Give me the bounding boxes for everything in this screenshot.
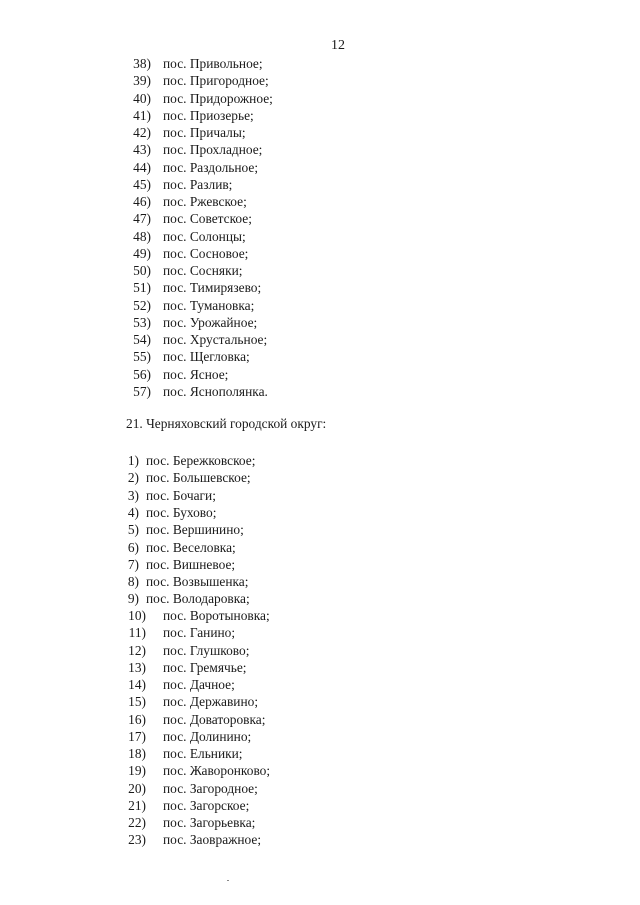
list-item	[0, 693, 640, 710]
list-item-text: пос. Жаворонково;	[163, 763, 271, 779]
list-item-number: 47)	[133, 211, 151, 227]
list-item-text: пос. Урожайное;	[163, 314, 258, 330]
list-item-text: пос. Ясное;	[163, 366, 229, 382]
list-item-text: пос. Тумановка;	[163, 297, 255, 313]
list-item	[0, 504, 640, 521]
list-item-text: пос. Щегловка;	[163, 349, 250, 365]
list-item-text: пос. Доваторовка;	[163, 711, 266, 727]
list-item-text: пос. Привольное;	[163, 56, 263, 71]
list-item-text: пос. Разлив;	[163, 176, 233, 192]
list-item-text: пос. Прохладное;	[163, 142, 263, 158]
list-item-number: 46)	[133, 194, 151, 209]
list-item-text: пос. Ганино;	[163, 625, 236, 641]
list-item-text: пос. Заовражное;	[163, 832, 262, 848]
list-item-text: пос. Солонцы;	[163, 228, 246, 244]
list-item	[0, 141, 640, 158]
list-item	[0, 159, 640, 176]
list-item	[0, 573, 640, 590]
list-item-number: 53)	[133, 314, 151, 330]
list-item-number: 21)	[128, 797, 146, 813]
list-item	[0, 348, 640, 365]
list-item-number: 50)	[133, 263, 151, 278]
list-item	[0, 659, 640, 676]
list-item-number: 44)	[133, 159, 151, 175]
list-item-text: пос. Веселовка;	[146, 539, 236, 555]
list-item-text: пос. Бочаги;	[146, 487, 216, 503]
list-item	[0, 556, 640, 573]
list-item-text: пос. Вершинино;	[146, 522, 244, 538]
list-item	[0, 176, 640, 193]
list-item-text: пос. Причалы;	[163, 125, 246, 140]
list-item-number: 11)	[128, 625, 146, 641]
list-item-number: 2)	[127, 470, 139, 486]
list-item	[0, 262, 640, 279]
list-item	[0, 762, 640, 779]
list-item	[0, 780, 640, 797]
list-item-text: пос. Пригородное;	[163, 73, 269, 89]
list-item-number: 49)	[133, 245, 151, 261]
list-item-text: пос. Ельники;	[163, 746, 243, 761]
list-item-text: пос. Сосновое;	[163, 245, 249, 261]
list-item	[0, 124, 640, 141]
list-item-number: 51)	[133, 280, 151, 296]
list-item	[0, 331, 640, 348]
list-item	[0, 107, 640, 124]
scan-speck	[227, 880, 229, 881]
list-item-number: 48)	[133, 228, 151, 244]
list-item-text: пос. Придорожное;	[163, 90, 273, 106]
list-item-text: пос. Сосняки;	[163, 263, 243, 278]
list-item-number: 23)	[128, 832, 146, 848]
list-item	[0, 469, 640, 486]
list-item-number: 15)	[128, 694, 146, 710]
list-item	[0, 539, 640, 556]
list-item	[0, 314, 640, 331]
list-item-text: пос. Большевское;	[146, 470, 251, 486]
list-item-text: пос. Яснополянка.	[163, 383, 268, 399]
list-item-number: 9)	[127, 591, 139, 607]
list-item-text: пос. Дачное;	[163, 677, 235, 692]
list-item-number: 22)	[128, 815, 146, 830]
list-item-text: пос. Глушково;	[163, 642, 250, 658]
list-item	[0, 676, 640, 693]
list-item-text: пос. Бережковское;	[146, 453, 256, 468]
list-item	[0, 521, 640, 538]
list-item-number: 57)	[133, 383, 151, 399]
list-item-number: 55)	[133, 349, 151, 365]
list-item	[0, 279, 640, 296]
list-item-number: 10)	[128, 608, 146, 623]
list-item	[0, 831, 640, 848]
list-item	[0, 711, 640, 728]
list-item	[0, 590, 640, 607]
list-item-number: 13)	[128, 659, 146, 675]
list-item-number: 43)	[133, 142, 151, 158]
list-item	[0, 245, 640, 262]
list-item-text: пос. Загорьевка;	[163, 815, 256, 830]
list-item	[0, 383, 640, 400]
list-item-number: 6)	[127, 539, 139, 555]
list-item-number: 8)	[127, 574, 139, 590]
list-item	[0, 228, 640, 245]
list-item-number: 56)	[133, 366, 151, 382]
list-item	[0, 452, 640, 469]
list-item	[0, 72, 640, 89]
list-item	[0, 642, 640, 659]
list-item-text: пос. Приозерье;	[163, 107, 254, 123]
list-item-number: 38)	[133, 56, 151, 71]
list-item-number: 7)	[127, 556, 139, 572]
list-item-text: пос. Загорское;	[163, 797, 250, 813]
list-item-number: 14)	[128, 677, 146, 692]
list-item	[0, 814, 640, 831]
list-item-number: 3)	[127, 487, 139, 503]
list-item-number: 17)	[128, 728, 146, 744]
list-item-text: пос. Державино;	[163, 694, 259, 710]
list-item	[0, 210, 640, 227]
list-item-text: пос. Бухово;	[146, 504, 217, 520]
list-item-number: 18)	[128, 746, 146, 761]
list-item	[0, 193, 640, 210]
list-item-text: пос. Володаровка;	[146, 591, 250, 607]
list-item-number: 41)	[133, 107, 151, 123]
list-item-text: пос. Возвышенка;	[146, 574, 249, 590]
list-item-number: 40)	[133, 90, 151, 106]
list-item-number: 4)	[127, 504, 139, 520]
section-heading: 21. Черняховский городской округ:	[126, 416, 327, 431]
list-item-text: пос. Раздольное;	[163, 159, 259, 175]
list-item-number: 19)	[128, 763, 146, 779]
list-item-text: пос. Вишневое;	[146, 556, 236, 572]
list-item	[0, 745, 640, 762]
list-item	[0, 55, 640, 72]
list-item-text: пос. Советское;	[163, 211, 252, 227]
list-item-number: 54)	[133, 332, 151, 347]
list-item	[0, 297, 640, 314]
list-item	[0, 607, 640, 624]
list-item-number: 5)	[127, 522, 139, 538]
list-item	[0, 366, 640, 383]
list-item	[0, 487, 640, 504]
list-item	[0, 624, 640, 641]
list-item-text: пос. Тимирязево;	[163, 280, 262, 296]
list-item-number: 12)	[128, 642, 146, 658]
list-item-number: 42)	[133, 125, 151, 140]
list-item-number: 52)	[133, 297, 151, 313]
list-item-number: 1)	[127, 453, 139, 468]
page-number: 12	[331, 38, 345, 53]
list-item-text: пос. Ржевское;	[163, 194, 247, 209]
list-item	[0, 728, 640, 745]
list-item-text: пос. Гремячье;	[163, 659, 247, 675]
list-item-number: 20)	[128, 780, 146, 796]
list-item-number: 39)	[133, 73, 151, 89]
list-item-text: пос. Хрустальное;	[163, 332, 268, 347]
list-item-text: пос. Загородное;	[163, 780, 258, 796]
list-item-text: пос. Воротыновка;	[163, 608, 270, 623]
list-item	[0, 90, 640, 107]
list-item	[0, 797, 640, 814]
list-item-number: 45)	[133, 176, 151, 192]
list-item-text: пос. Долинино;	[163, 728, 252, 744]
list-item-number: 16)	[128, 711, 146, 727]
